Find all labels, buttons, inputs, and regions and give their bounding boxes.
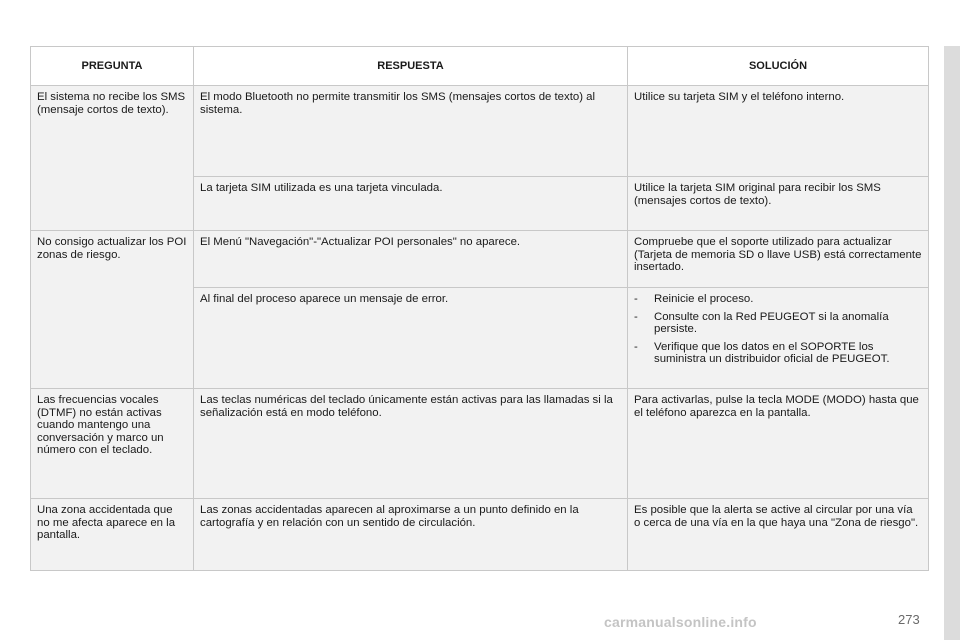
faq-table [30,46,929,571]
answer-cell: Las teclas numéricas del teclado únicamente están activas para las llamadas si la señalización está en modo teléfono. [194,389,628,499]
solution-cell [628,288,929,389]
page-number: 273 [898,612,920,627]
solution-cell: Es posible que la alerta se active al circular por una vía o cerca de una vía en la que haya una "Zona de riesgo". [628,499,929,571]
table-row [31,499,929,571]
watermark: carmanualsonline.info [604,614,757,630]
question-cell: Las frecuencias vocales (DTMF) no están activas cuando mantengo una conversación y marco un número con el teclado. [31,389,194,499]
answer-cell: La tarjeta SIM utilizada es una tarjeta vinculada. [194,177,628,231]
solution-cell: Utilice la tarjeta SIM original para recibir los SMS (mensajes cortos de texto). [628,177,929,231]
header-pregunta: PREGUNTA [31,47,194,86]
table-row [31,389,929,499]
list-item: - Verifique que los datos en el SOPORTE los suministra un distribuidor oficial de PEUGEOT. [634,341,922,366]
solution-list [634,293,922,366]
solution-cell: Compruebe que el soporte utilizado para actualizar (Tarjeta de memoria SD o llave USB) está correctamente insertado. [628,231,929,288]
table-row [31,231,929,288]
answer-cell: El modo Bluetooth no permite transmitir los SMS (mensajes cortos de texto) al sistema. [194,86,628,177]
header-respuesta: RESPUESTA [194,47,628,86]
answer-cell: Al final del proceso aparece un mensaje de error. [194,288,628,389]
question-cell: El sistema no recibe los SMS (mensaje cortos de texto). [31,86,194,231]
list-item: - Consulte con la Red PEUGEOT si la anomalía persiste. [634,311,922,336]
answer-cell: El Menú "Navegación"-"Actualizar POI personales" no aparece. [194,231,628,288]
header-solucion: SOLUCIÓN [628,47,929,86]
solution-cell: Para activarlas, pulse la tecla MODE (MODO) hasta que el teléfono aparezca en la pantalla. [628,389,929,499]
list-item: - Reinicie el proceso. [634,293,922,306]
header-row [31,47,929,86]
table-row [31,86,929,177]
question-cell: Una zona accidentada que no me afecta aparece en la pantalla. [31,499,194,571]
side-strip [944,46,960,640]
answer-cell: Las zonas accidentadas aparecen al aproximarse a un punto definido en la cartografía y en relación con un sentido de circulación. [194,499,628,571]
solution-cell: Utilice su tarjeta SIM y el teléfono interno. [628,86,929,177]
question-cell: No consigo actualizar los POI zonas de riesgo. [31,231,194,389]
